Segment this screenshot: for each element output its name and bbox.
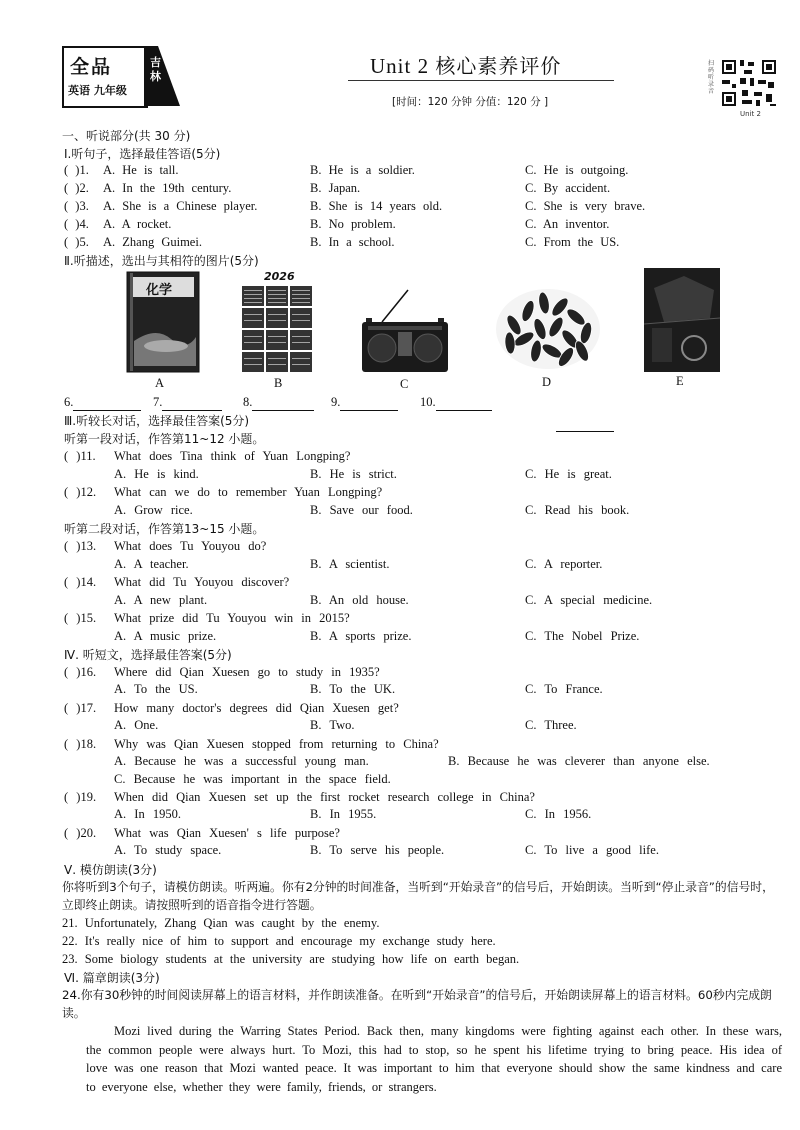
option-a: A. A rocket. <box>103 217 172 231</box>
option-b: B. She is 14 years old. <box>310 199 443 213</box>
option-c: C. By accident. <box>525 181 611 195</box>
part1-title: 一、听说部分(共 30 分) <box>62 129 191 143</box>
option-a: A. In 1950. <box>114 807 181 821</box>
answer-blank-6[interactable] <box>64 395 141 411</box>
option-b: B. To the UK. <box>310 682 396 696</box>
question-number: ( )17. <box>64 701 97 715</box>
option-b: B. Japan. <box>310 181 361 195</box>
section5-instructions: 你将听到3个句子，请模仿朗读。听两遍。你有2分钟的时间准备，当听到“开始录音”的信号后，开始朗读。当听到“停止录音”的信号时，立即终止朗读。请按照听到的语音指令进行答题。 <box>62 880 774 912</box>
book-title-label: 化学 <box>146 283 173 298</box>
pic-label-c: C <box>400 377 409 391</box>
option-b: B. No problem. <box>310 217 396 231</box>
title-rule <box>348 80 614 81</box>
question-number: ( )14. <box>64 575 97 589</box>
question-number: ( )2. <box>64 181 89 195</box>
option-b: B. An old house. <box>310 593 409 607</box>
option-a: A. A music prize. <box>114 629 217 643</box>
option-b: B. In a school. <box>310 235 395 249</box>
question-number: ( )5. <box>64 235 89 249</box>
title-cn: 核心素养评价 <box>435 54 562 78</box>
option-b: B. A sports prize. <box>310 629 412 643</box>
section3-intro-2: 听第二段对话，作答第13~15 小题。 <box>64 522 265 536</box>
question-number: ( )3. <box>64 199 89 213</box>
question-number: ( )20. <box>64 826 97 840</box>
option-a: A. To the US. <box>114 682 198 696</box>
section3-intro-1: 听第一段对话，作答第11~12 小题。 <box>64 432 265 446</box>
option-c: C. From the US. <box>525 235 620 249</box>
question-text: What does Tina think of Yuan Longping? <box>114 449 351 463</box>
option-b: B. Save our food. <box>310 503 413 517</box>
calendar-grid-icon <box>240 284 314 374</box>
option-c: C. Because he was important in the space field. <box>114 772 391 786</box>
option-b: B. Because he was cleverer than anyone else. <box>448 754 710 768</box>
option-c: C. To live a good life. <box>525 843 659 857</box>
section1-title: Ⅰ.听句子，选择最佳答语(5分) <box>64 147 221 161</box>
logo-main-text: 全品 <box>70 56 113 78</box>
brand-logo <box>62 46 180 108</box>
section4-title: Ⅳ. 听短文，选择最佳答案(5分) <box>64 648 232 662</box>
picture-b-calendar <box>240 270 314 374</box>
option-c: C. A special medicine. <box>525 593 653 607</box>
option-c: C. Three. <box>525 718 577 732</box>
question-text: How many doctor's degrees did Qian Xuesen get? <box>114 701 399 715</box>
reading-sentence-23: 23. Some biology students at the university are studying how life on earth began. <box>62 952 520 966</box>
question-number: ( )11. <box>64 449 96 463</box>
question-text: What prize did Tu Youyou win in 2015? <box>114 611 350 625</box>
question-number: ( )12. <box>64 485 97 499</box>
blank-num: 7. <box>153 395 163 409</box>
answer-blank-10[interactable] <box>420 395 492 411</box>
logo-subject-grade: 英语 九年级 <box>68 84 127 97</box>
option-c: C. A reporter. <box>525 557 603 571</box>
section6-instructions: 24.你有30秒钟的时间阅读屏幕上的语言材料，并作朗读准备。在听到“开始录音”的信号后，开始朗读屏幕上的语言材料。60秒内完成朗读。 <box>62 988 772 1020</box>
question-text: What can we do to remember Yuan Longping? <box>114 485 383 499</box>
stray-rule <box>556 431 614 432</box>
section2-title: Ⅱ.听描述，选出与其相符的图片(5分) <box>64 254 259 268</box>
radio-icon <box>360 288 450 374</box>
qr-code[interactable] <box>708 56 782 122</box>
pic-label-a: A <box>155 376 165 390</box>
option-a: A. A teacher. <box>114 557 189 571</box>
question-number: ( )13. <box>64 539 97 553</box>
question-text: Where did Qian Xuesen go to study in 1935? <box>114 665 380 679</box>
answer-blank-7[interactable] <box>153 395 222 411</box>
picture-c-radio <box>360 288 450 374</box>
question-number: ( )19. <box>64 790 97 804</box>
pic-label-b: B <box>274 376 283 390</box>
blank-line <box>436 395 492 411</box>
question-text: What does Tu Youyou do? <box>114 539 267 553</box>
qr-side-text: 扫码听录音 <box>708 60 715 95</box>
section3-title: Ⅲ.听较长对话，选择最佳答案(5分) <box>64 414 250 428</box>
option-b: B. A scientist. <box>310 557 390 571</box>
option-a: A. To study space. <box>114 843 222 857</box>
reading-sentence-22: 22. It's really nice of him to support and encourage my exchange study here. <box>62 934 496 948</box>
question-number: ( )1. <box>64 163 89 177</box>
answer-blank-8[interactable] <box>243 395 314 411</box>
option-c: C. To France. <box>525 682 603 696</box>
option-c: C. She is very brave. <box>525 199 646 213</box>
picture-d-sunflower-seeds <box>494 285 602 371</box>
question-number: ( )18. <box>64 737 97 751</box>
picture-a-chemistry-book <box>126 271 200 373</box>
pic-label-e: E <box>676 374 684 388</box>
title-unit: Unit 2 <box>370 54 430 78</box>
time-score-info: [时间：120 分钟 分值：120 分 ] <box>392 96 549 108</box>
option-b: B. In 1955. <box>310 807 377 821</box>
option-b: B. He is strict. <box>310 467 397 481</box>
section6-title: Ⅵ. 篇章朗读(3分) <box>64 971 160 985</box>
calendar-year: 2026 <box>264 270 295 283</box>
qr-label: Unit 2 <box>740 110 761 118</box>
question-number: ( )4. <box>64 217 89 231</box>
section5-title: Ⅴ. 模仿朗读(3分) <box>64 863 157 877</box>
option-c: C. The Nobel Prize. <box>525 629 640 643</box>
option-a: A. One. <box>114 718 159 732</box>
logo-province: 吉林 <box>150 56 161 83</box>
pic-label-d: D <box>542 375 552 389</box>
blank-line <box>162 395 222 411</box>
option-c: C. In 1956. <box>525 807 592 821</box>
blank-line <box>340 395 398 411</box>
option-c: C. Read his book. <box>525 503 630 517</box>
option-a: A. She is a Chinese player. <box>103 199 258 213</box>
blank-num: 10. <box>420 395 436 409</box>
blank-line <box>252 395 314 411</box>
option-a: A. In the 19th century. <box>103 181 232 195</box>
question-text: Why was Qian Xuesen stopped from returning to China? <box>114 737 439 751</box>
page-title <box>370 50 561 79</box>
reading-passage: Mozi lived during the Warring States Period. Back then, many kingdoms were fighting against each other. In these wars, the common people were always hurt. To Mozi, this had to stop, so he spent his lifetime trying to bring peace. His idea of love was one reason that Mozi wanted peace. It was important to him that everyone should show the same kindness and care to everyone else, whether they were family, friends, or strangers. <box>86 1024 782 1094</box>
blank-num: 9. <box>331 395 341 409</box>
qr-pattern-icon <box>720 58 778 108</box>
option-a: A. A new plant. <box>114 593 208 607</box>
option-a: A. Zhang Guimei. <box>103 235 202 249</box>
blank-num: 6. <box>64 395 74 409</box>
option-b: B. He is a soldier. <box>310 163 415 177</box>
option-c: C. An inventor. <box>525 217 610 231</box>
option-a: A. Grow rice. <box>114 503 193 517</box>
question-number: ( )15. <box>64 611 97 625</box>
blank-num: 8. <box>243 395 253 409</box>
question-text: What was Qian Xuesen' s life purpose? <box>114 826 340 840</box>
question-number: ( )16. <box>64 665 97 679</box>
seeds-icon <box>494 285 602 371</box>
blank-line <box>73 395 141 411</box>
option-b: B. To serve his people. <box>310 843 445 857</box>
dark-photo-image <box>644 268 720 372</box>
question-text: When did Qian Xuesen set up the first rocket research college in China? <box>114 790 535 804</box>
answer-blank-9[interactable] <box>331 395 398 411</box>
option-c: C. He is outgoing. <box>525 163 629 177</box>
option-b: B. Two. <box>310 718 355 732</box>
reading-sentence-21: 21. Unfortunately, Zhang Qian was caught by the enemy. <box>62 916 380 930</box>
option-a: A. He is kind. <box>114 467 199 481</box>
question-text: What did Tu Youyou discover? <box>114 575 290 589</box>
option-c: C. He is great. <box>525 467 612 481</box>
option-a: A. Because he was a successful young man. <box>114 754 369 768</box>
picture-e-photo <box>644 268 720 372</box>
option-a: A. He is tall. <box>103 163 179 177</box>
